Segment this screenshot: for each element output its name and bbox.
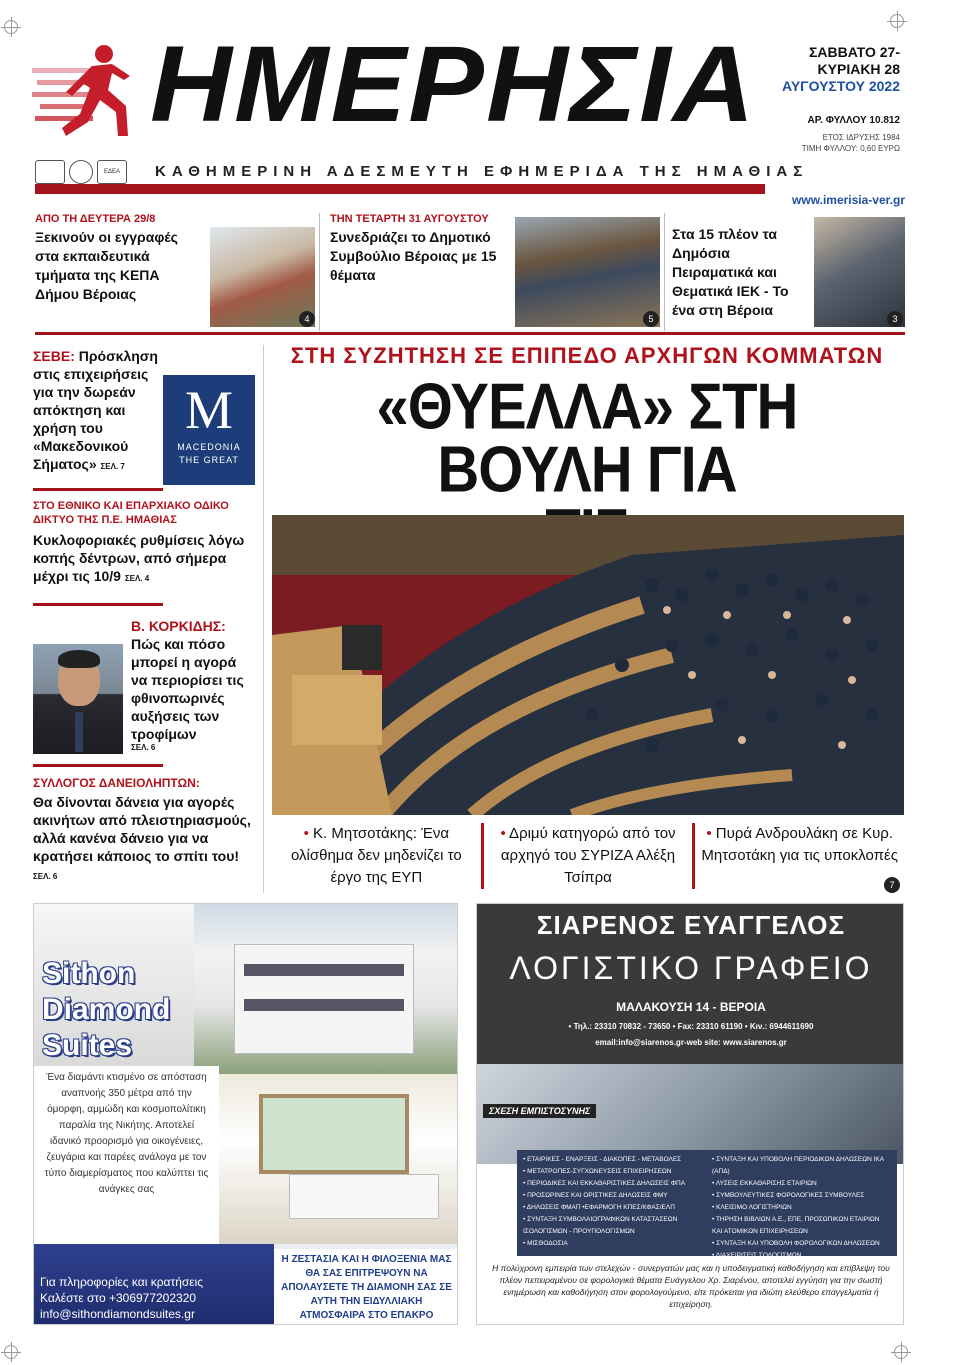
ad-footer-text: Η πολύχρονη εμπειρία των στελεχών - συνεργατών μας και η υποδειγματική καθοδήγηση και επίβλεψη του πλέον πεπειραμένου σε φορολογικά θέματα Ευάγγελου Χρ. Σιαρένου, αποτελεί εγγύηση για την σωστή ενημέρωση και καθοδήγηση στον φορολογούμενο, είτε πρόκειται για ιδιώτη ελεύθερο επαγγελματία ή επιχείρηση. — [492, 1263, 890, 1309]
website-link[interactable]: www.imerisia-ver.gr — [792, 193, 905, 207]
hotel-description: Ένα διαμάντι κτισμένο σε απόσταση αναπνοής 350 μέτρα από την όμορφη, αμμώδη και κοσμοπολίτικη παραλία της Νικήτης. Αποτελεί ιδανικό προορισμό για οικογένειες, ζευγάρια και παρέες ανάλογα με τον τύπο διαμερίσματος που καλύπτει τις ανάγκες σας — [34, 1066, 219, 1246]
teaser-text: Ξεκινούν οι εγγραφές στα εκπαιδευτικά τμήματα της ΚΕΠΑ Δήμου Βέροιας — [35, 229, 178, 302]
story-text: Θα δίνονται δάνεια για αγορές ακινήτων από πλειστηριασμούς, αλλά κανένα δάνειο για να κρατήσει κάποιος το σπίτι του! — [33, 794, 251, 864]
service-item: • ΠΕΡΙΟΔΙΚΕΣ ΚΑΙ ΕΚΚΑΘΑΡΙΣΤΙΚΕΣ ΔΗΛΩΣΕΙΣ ΦΠΑ — [523, 1180, 686, 1187]
hotel-slogan: Η ΖΕΣΤΑΣΙΑ ΚΑΙ Η ΦΙΛΟΞΕΝΙΑ ΜΑΣ ΘΑ ΣΑΣ ΕΠΙΤΡΕΨΟΥΝ ΝΑ ΑΠΟΛΑΥΣΕΤΕ ΤΗ ΔΙΑΜΟΝΗ ΣΑΣ ΣΕ ΑΥΤΗ ΤΗΝ ΕΙΔΥΛΛΙΑΚΗ ΑΤΜΟΣΦΑΙΡΑ ΣΤΟ ΕΠΑΚΡΟ — [274, 1249, 458, 1325]
contact-line: Για πληροφορίες και κρατήσεις — [40, 1275, 204, 1289]
main-bullets — [272, 823, 904, 889]
hotel-name-line: Diamond — [42, 993, 171, 1026]
service-item: • ΜΙΣΘΟΔΟΣΙΑ — [523, 1240, 568, 1247]
korkidis-portrait — [33, 644, 123, 754]
bullet-point[interactable]: • Δριμύ κατηγορώ από τον αρχηγό του ΣΥΡΙΖΑ Αλέξη Τσίπρα — [481, 823, 693, 889]
page-number: 5 — [643, 311, 659, 327]
story-kicker: ΣΤΟ ΕΘΝΙΚΟ ΚΑΙ ΕΠΑΡΧΙΑΚΟ ΟΔΙΚΟ ΔΙΚΤΥΟ ΤΗΣ Π.Ε. ΗΜΑΘΙΑΣ — [33, 500, 229, 526]
bullet-point[interactable]: • Κ. Μητσοτάκης: Ένα ολίσθημα δεν μηδενίζει το έργο της ΕΥΠ — [290, 825, 462, 886]
issue-price: ΤΙΜΗ ΦΥΛΛΟΥ: 0,60 ΕΥΡΩ — [801, 144, 900, 153]
story-kicker: Β. ΚΟΡΚΙΔΗΣ: — [131, 618, 226, 634]
page-ref: ΣΕΛ. 7 — [100, 462, 125, 471]
service-item: ΙΣΟΛΟΓΙΣΜΩΝ - ΠΡΟΥΠΟΛΟΓΙΣΜΩΝ — [523, 1228, 635, 1235]
contact-email[interactable]: info@sithondiamondsuites.gr — [40, 1307, 195, 1321]
hotel-name-line: Suites — [42, 1029, 133, 1062]
service-item: • ΣΥΜΒΟΥΛΕΥΤΙΚΕΣ ΦΟΡΟΛΟΓΙΚΕΣ ΣΥΜΒΟΥΛΕΣ — [712, 1192, 865, 1199]
issue-date — [760, 44, 900, 95]
teaser-kicker: ΤΗΝ ΤΕΤΑΡΤΗ 31 ΑΥΓΟΥΣΤΟΥ — [330, 213, 489, 225]
certification-badges — [35, 160, 127, 184]
story-seve[interactable] — [33, 347, 163, 476]
story-borrowers[interactable] — [33, 776, 253, 886]
story-body — [33, 793, 253, 886]
page-number: 7 — [884, 877, 900, 893]
service-item: • ΣΥΝΤΑΞΗ ΣΥΜΒΟΛΑΙΟΓΡΑΦΙΚΩΝ ΚΑΤΑΣΤΑΣΕΩΝ — [523, 1216, 678, 1223]
macedonia-brand-logo — [163, 375, 255, 485]
hotel-name-line: Sithon — [42, 957, 136, 990]
story-kicker: ΣΕΒΕ: — [33, 348, 75, 364]
teaser-rule — [35, 332, 905, 335]
page-number: 3 — [887, 311, 903, 327]
office-email[interactable]: email:info@siarenos.gr-web site: www.siarenos.gr — [595, 1038, 787, 1047]
service-item: ΚΑΙ ΑΤΟΜΙΚΩΝ ΕΠΙΧΕΙΡΗΣΕΩΝ — [712, 1228, 808, 1235]
page-ref: ΣΕΛ. 4 — [124, 574, 150, 583]
service-item: • ΜΕΤΑΤΡΟΠΕΣ-ΣΥΓΧΩΝΕΥΣΕΙΣ ΕΠΙΧΕΙΡΗΣΕΩΝ — [523, 1168, 672, 1175]
section-rule — [33, 488, 163, 491]
building-photo — [210, 227, 315, 327]
contact-phone[interactable]: Καλέστε στο +306977202320 — [40, 1291, 197, 1305]
teaser-text: Στα 15 πλέον τα Δημόσια Πειραματικά και Θεματικά ΙΕΚ - Το ένα στη Βέροια — [672, 226, 789, 318]
bullet-text: Κ. Μητσοτάκης: Ένα ολίσθημα δεν μηδενίζει το έργο της ΕΥΠ — [290, 825, 462, 886]
registration-mark — [4, 1345, 18, 1359]
service-item: • ΛΥΣΕΙΣ ΕΚΚΑΘΑΡΙΣΗΣ ΕΤΑΙΡΙΩΝ — [712, 1180, 817, 1187]
badge — [69, 160, 93, 184]
headline-line: «ΘΥΕΛΛΑ» ΣΤΗ ΒΟΥΛΗ ΓΙΑ — [376, 370, 798, 506]
hotel-contact — [34, 1244, 274, 1325]
macedonia-line: MACEDONIA — [177, 442, 241, 452]
runner-logo-icon — [32, 40, 142, 150]
registration-mark — [890, 14, 904, 28]
hotel-exterior-photo — [194, 904, 458, 1074]
story-text: Πώς και πόσο μπορεί η αγορά να περιορίσει τις φθινοπωρινές αυξήσεις των τροφίμων — [131, 636, 244, 742]
section-rule — [33, 764, 163, 767]
teaser-iek[interactable] — [672, 213, 905, 331]
column-divider — [263, 345, 264, 893]
services-left — [523, 1154, 702, 1252]
hotel-room-photo — [219, 1074, 458, 1244]
bullet-text: Δριμύ κατηγορώ από τον αρχηγό του ΣΥΡΙΖΑ Αλέξη Τσίπρα — [500, 825, 676, 886]
service-item: • ΕΤΑΙΡΙΚΕΣ - ΕΝΑΡΞΕΙΣ - ΔΙΑΚΟΠΕΣ - ΜΕΤΑΒΟΛΕΣ — [523, 1156, 682, 1163]
badge: ΕΔΕΑ — [97, 160, 127, 184]
date-line: ΚΥΡΙΑΚΗ 28 — [817, 61, 900, 77]
service-item: • ΠΡΟΣΩΡΙΝΕΣ ΚΑΙ ΟΡΙΣΤΙΚΕΣ ΔΗΛΩΣΕΙΣ ΦΜΥ — [523, 1192, 668, 1199]
macedonia-line: THE GREAT — [179, 455, 239, 465]
page-ref: ΣΕΛ. 6 — [33, 872, 58, 881]
story-body — [33, 531, 253, 588]
bullet-point[interactable]: • Πυρά Ανδρουλάκη σε Κυρ. Μητσοτάκη για τις υποκλοπές — [692, 823, 904, 889]
publication-meta — [760, 132, 900, 154]
story-text: Πρόσκληση στις επιχειρήσεις για την δωρεάν απόκτηση και χρήση του «Μακεδονικού Σήματος» — [33, 348, 158, 472]
ad-siarenos-accounting[interactable] — [476, 903, 904, 1325]
founded-year: ΕΤΟΣ ΙΔΡΥΣΗΣ 1984 — [822, 133, 900, 142]
service-item: • ΣΥΝΤΑΞΗ ΚΑΙ ΥΠΟΒΟΛΗ ΦΟΡΟΛΟΓΙΚΩΝ ΔΗΛΩΣΕΩΝ — [712, 1240, 880, 1247]
office-type: ΛΟΓΙΣΤΙΚΟ ΓΡΑΦΕΙΟ — [509, 950, 873, 986]
tagline: ΚΑΘΗΜΕΡΙΝΗ ΑΔΕΣΜΕΥΤΗ ΕΦΗΜΕΡΙΔΑ ΤΗΣ ΗΜΑΘΙΑΣ — [155, 163, 809, 180]
ad-sithon-diamond-suites[interactable] — [33, 903, 458, 1325]
teaser-kepa[interactable] — [35, 213, 320, 331]
office-contact[interactable]: • Τηλ.: 23310 70832 - 73650 • Fax: 23310 61190 • Κιν.: 6944611690 — [568, 1022, 814, 1031]
trust-label: ΣΧΕΣΗ ΕΜΠΙΣΤΟΣΥΝΗΣ — [483, 1104, 596, 1118]
services-right — [712, 1154, 891, 1259]
story-kicker: ΣΥΛΛΟΓΟΣ ΔΑΝΕΙΟΛΗΠΤΩΝ: — [33, 776, 200, 790]
teaser-council[interactable] — [330, 213, 665, 331]
main-overline: ΣΤΗ ΣΥΖΗΤΗΣΗ ΣΕ ΕΠΙΠΕΔΟ ΑΡΧΗΓΩΝ ΚΟΜΜΑΤΩΝ — [290, 343, 884, 368]
council-photo — [515, 217, 660, 327]
service-item: • ΔΙΑΧΕΙΡΙΣΕΙΣ ΣΟΛΟΓΙΣΜΩΝ — [712, 1252, 802, 1259]
date-line: ΑΥΓΟΥΣΤΟΥ 2022 — [781, 78, 900, 94]
story-korkidis[interactable] — [131, 617, 256, 752]
masthead-rule — [35, 184, 765, 194]
hotel-name — [42, 956, 170, 1064]
page-ref: ΣΕΛ. 6 — [131, 743, 156, 752]
service-item: • ΣΥΝΤΑΞΗ ΚΑΙ ΥΠΟΒΟΛΗ ΠΕΡΙΟΔΙΚΩΝ ΔΗΛΩΣΕΩΝ ΙΚΑ (ΑΠΔ) — [712, 1156, 884, 1175]
macedonia-letter: M — [184, 380, 233, 440]
bullet-text: Πυρά Ανδρουλάκη σε Κυρ. Μητσοτάκη για τις υποκλοπές — [701, 825, 898, 864]
story-body — [33, 347, 163, 476]
service-item: • ΤΗΡΗΣΗ ΒΙΒΛΙΩΝ Α.Ε., ΕΠΕ, ΠΡΟΣΩΠΙΚΩΝ ΕΤΑΙΡΙΩΝ — [712, 1216, 880, 1223]
service-item: • ΔΗΛΩΣΕΙΣ ΦΜΑΠ •ΕΦΑΡΜΟΓΗ ΚΠΕΣ/ΚΦΑΣ/ΕΛΠ — [523, 1204, 675, 1211]
services-list — [517, 1150, 897, 1259]
date-line: ΣΑΒΒΑΤΟ 27- — [809, 44, 900, 60]
parliament-photo — [272, 515, 904, 815]
issue-number: ΑΡ. ΦΥΛΛΟΥ 10.812 — [807, 115, 900, 126]
teaser-text: Συνεδριάζει το Δημοτικό Συμβούλιο Βέροιας με 15 θέματα — [330, 229, 497, 283]
badge — [35, 160, 65, 184]
registration-mark — [4, 20, 18, 34]
registration-mark — [894, 1345, 908, 1359]
office-address: ΜΑΛΑΚΟΥΣΗ 14 - ΒΕΡΟΙΑ — [616, 1000, 766, 1014]
accountant-name: ΣΙΑΡΕΝΟΣ ΕΥΑΓΓΕΛΟΣ — [536, 910, 846, 940]
service-item: • ΚΛΕΙΣΙΜΟ ΛΟΓΙΣΤΗΡΙΩΝ — [712, 1204, 792, 1211]
section-rule — [33, 603, 163, 606]
story-text: Κυκλοφοριακές ρυθμίσεις λόγω κοπής δέντρων, από σήμερα μέχρι τις 10/9 — [33, 532, 245, 584]
newspaper-title: ΗΜΕΡΗΣΙΑ — [150, 23, 757, 144]
story-traffic[interactable] — [33, 499, 253, 588]
teaser-kicker: ΑΠΟ ΤΗ ΔΕΥΤΕΡΑ 29/8 — [35, 213, 156, 225]
story-body — [131, 617, 256, 743]
page-number: 4 — [299, 311, 315, 327]
